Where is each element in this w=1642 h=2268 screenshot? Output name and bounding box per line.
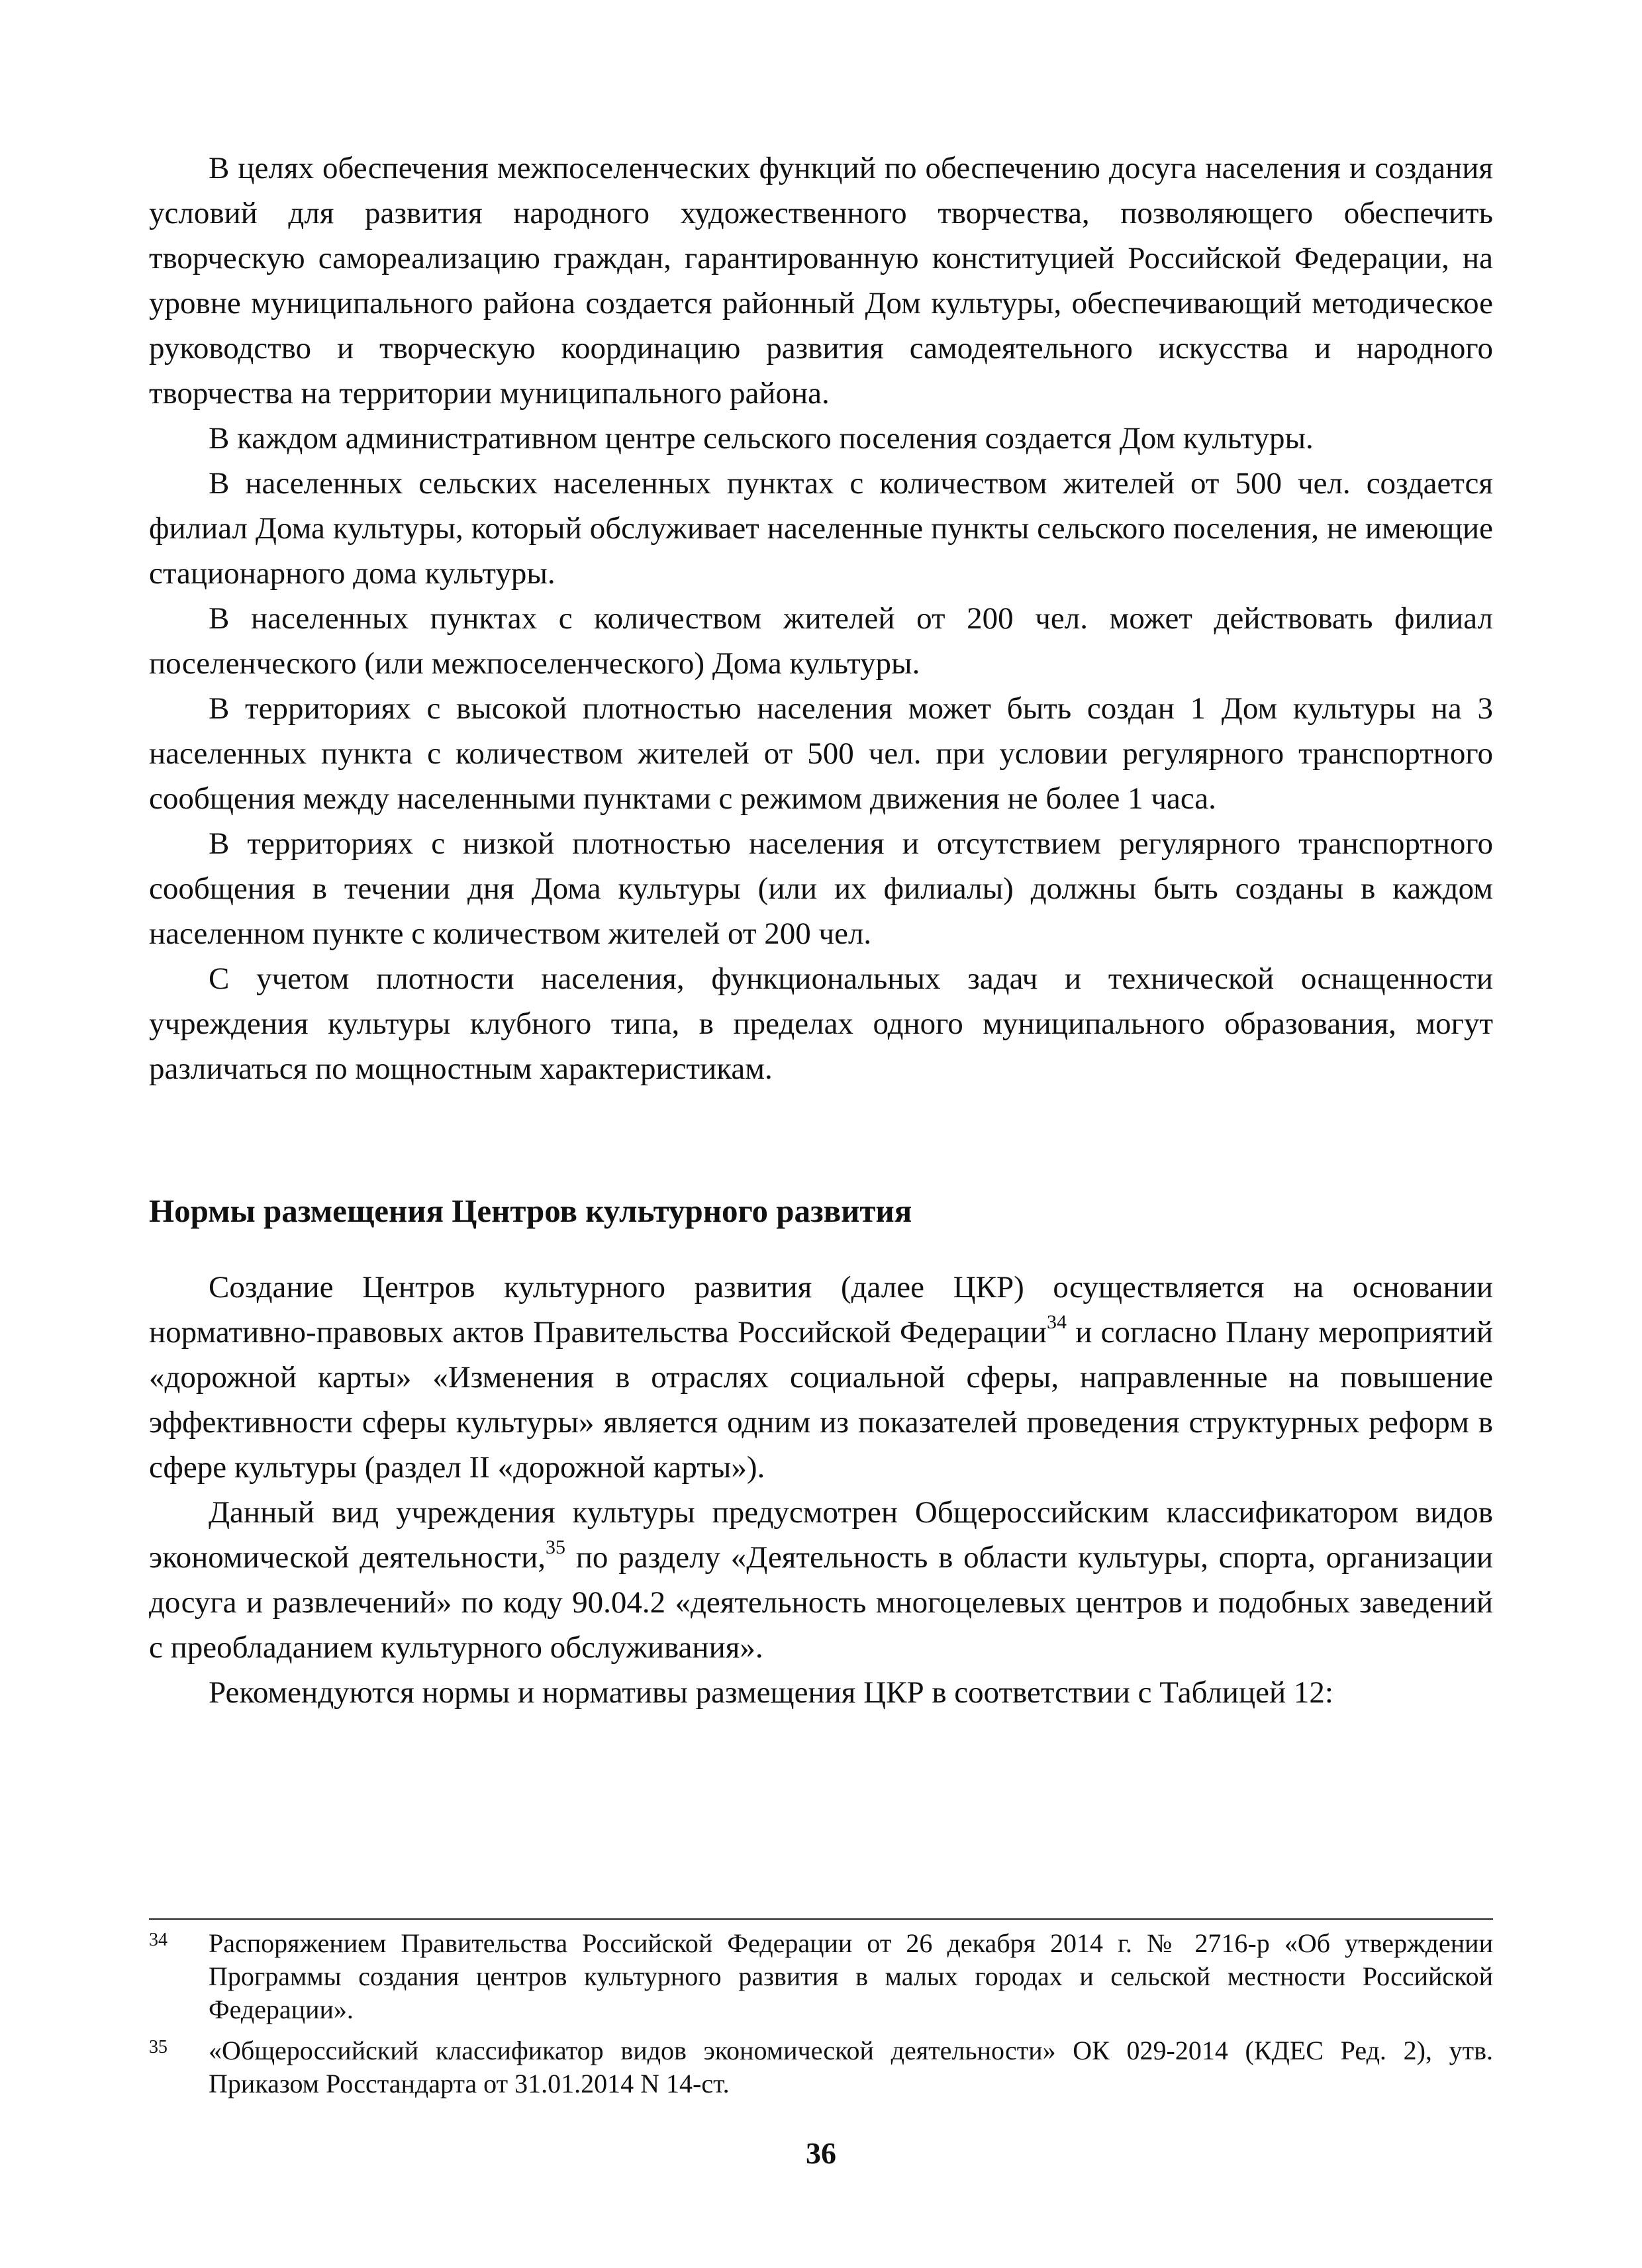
footnote-divider (149, 1918, 1493, 1920)
paragraph-text: по разделу «Деятельность в области культуры, спорта, организации досуга и развлечений» по коду 90.04.2 «деятельность многоцелевых центров и подобных заведений с преобладанием культурного обслуживания». (149, 1540, 1493, 1665)
paragraph: В каждом административном центре сельского поселения создается Дом культуры. (209, 421, 1314, 456)
paragraph: В населенных сельских населенных пунктах с количеством жителей от 500 чел. создается филиал Дома культуры, который обслуживает населенные пункты сельского поселения, не имеющие стационарного дома культуры. (149, 466, 1493, 591)
paragraph-ckr-3: Рекомендуются нормы и нормативы размещения ЦКР в соответствии с Таблицей 12: (209, 1675, 1333, 1710)
footnote-number: 35 (149, 2037, 168, 2057)
paragraph: В населенных пунктах с количеством жителей от 200 чел. может действовать филиал поселенческого (или межпоселенческого) Дома культуры. (149, 601, 1493, 681)
page-number: 36 (806, 2136, 836, 2170)
paragraph: В территориях с высокой плотностью населения может быть создан 1 Дом культуры на 3 населенных пункта с количеством жителей от 500 чел. при условии регулярного транспортного сообщения между населенными пунктами с режимом движения не более 1 часа. (149, 691, 1493, 816)
paragraph-text: Данный вид учреждения культуры предусмотрен Общероссийским классификатором видов экономической деятельности, (149, 1495, 1493, 1575)
page-body (149, 146, 1493, 1710)
paragraph-text: и согласно Плану мероприятий «дорожной карты» «Изменения в отраслях социальной сферы, направленные на повышение эффективности сферы культуры» является одним из показателей проведения структурных реформ в сфере культуры (раздел II «дорожной карты»). (149, 1315, 1493, 1485)
section-ckr (149, 1265, 1493, 1715)
footnote-ref-34[interactable]: 34 (1046, 1311, 1067, 1334)
footnote-ref-35[interactable]: 35 (546, 1536, 565, 1559)
paragraph: В территориях с низкой плотностью населения и отсутствием регулярного транспортного сообщения в течении дня Дома культуры (или их филиалы) должны быть созданы в каждом населенном пункте с количеством жителей от 200 чел. (149, 826, 1493, 951)
footnote (149, 1927, 1493, 2026)
footnotes (149, 1927, 1493, 2108)
paragraph-ckr-1 (149, 1265, 1493, 1490)
footnote-text: Распоряжением Правительства Российской Федерации от 26 декабря 2014 г. № 2716-р «Об утверждении Программы создания центров культурного развития в малых городах и сельской местности Российской Федерации». (209, 1928, 1493, 2024)
footnote (149, 2034, 1493, 2100)
paragraph-ckr-2 (149, 1490, 1493, 1670)
section-heading: Нормы размещения Центров культурного развития (149, 1193, 912, 1229)
paragraph: В целях обеспечения межпоселенческих функций по обеспечению досуга населения и создания условий для развития народного художественного творчества, позволяющего обеспечить творческую самореализацию граждан, гарантированную конституцией Российской Федерации, на уровне муниципального района создается районный Дом культуры, обеспечивающий методическое руководство и творческую координацию развития самодеятельного искусства и народного творчества на территории муниципального района. (149, 151, 1493, 411)
footnote-text: «Общероссийский классификатор видов экономической деятельности» ОК 029-2014 (КДЕС Ред. 2), утв. Приказом Росстандарта от 31.01.2014 N 14-ст. (209, 2036, 1493, 2098)
footnote-number: 34 (149, 1930, 168, 1950)
paragraph-text: Создание Центров культурного развития (далее ЦКР) осуществляется на основании нормативно-правовых актов Правительства Российской Федерации (149, 1270, 1493, 1350)
paragraph: С учетом плотности населения, функциональных задач и технической оснащенности учреждения культуры клубного типа, в пределах одного муниципального образования, могут различаться по мощностным характеристикам. (149, 961, 1493, 1086)
